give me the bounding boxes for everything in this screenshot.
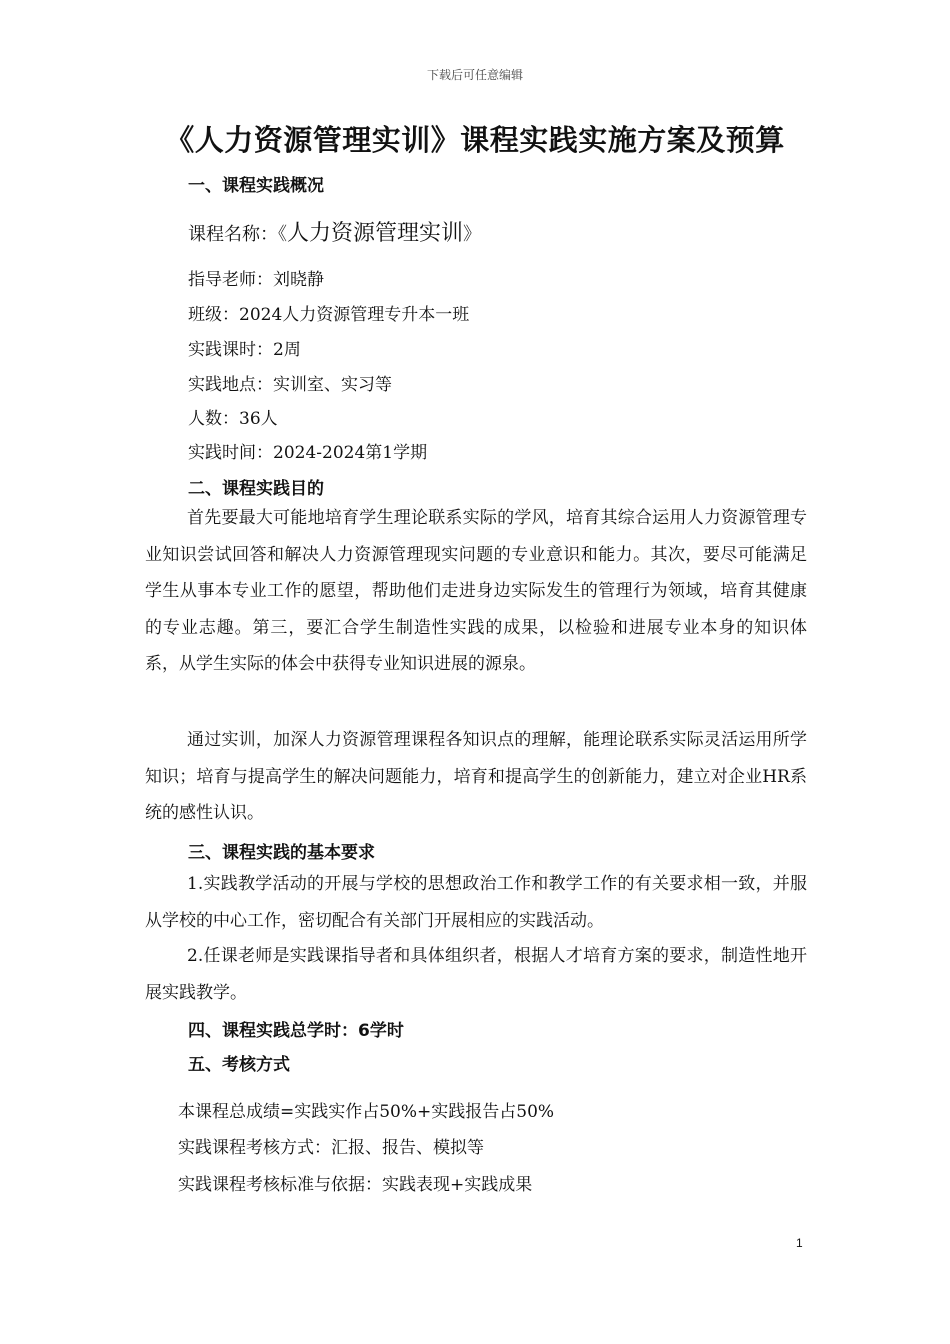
- count-line: 人数：36人: [188, 409, 278, 429]
- hours-line: 实践课时：2周: [188, 340, 301, 360]
- section-heading-requirements: 三、课程实践的基本要求: [188, 843, 375, 863]
- purpose-paragraph-1: 首先要最大可能地培育学生理论联系实际的学风，培育其综合运用人力资源管理专业知识尝试回答和解决人力资源管理现实问题的专业意识和能力。其次，要尽可能满足学生从事本专业工作的愿望，帮助他们走进身边实际发生的管理行为领域，培育其健康的专业志趣。第三，要汇合学生制造性实践的成果，以检验和进展专业本身的知识体系，从学生实际的体会中获得专业知识进展的源泉。: [145, 508, 807, 674]
- time-line: 实践时间：2024-2024第1学期: [188, 443, 428, 463]
- section-heading-purpose: 二、课程实践目的: [188, 479, 324, 499]
- course-name-value: 人力资源管理实训: [287, 221, 464, 246]
- place-line: 实践地点：实训室、实习等: [188, 375, 392, 395]
- course-name-label: 课程名称：《: [188, 224, 287, 245]
- requirement-item-2: 2.任课老师是实践课指导者和具体组织者，根据人才培育方案的要求，制造性地开展实践教学。: [145, 946, 807, 1003]
- course-name-close: 》: [463, 224, 482, 245]
- page-number: 1: [796, 1236, 803, 1250]
- section-heading-assessment: 五、考核方式: [188, 1055, 290, 1075]
- requirement-item-1: 1.实践教学活动的开展与学校的思想政治工作和教学工作的有关要求相一致，并服从学校的中心工作，密切配合有关部门开展相应的实践活动。: [145, 874, 807, 931]
- assessment-line-3: 实践课程考核标准与依据：实践表现+实践成果: [178, 1175, 533, 1195]
- section-heading-total-hours: 四、课程实践总学时：6学时: [188, 1021, 404, 1041]
- header-note: 下载后可任意编辑: [426, 68, 523, 82]
- assessment-line-1: 本课程总成绩=实践实作占50%+实践报告占50%: [178, 1102, 555, 1122]
- teacher-line: 指导老师：刘晓静: [188, 270, 324, 290]
- course-name-line: [188, 216, 481, 247]
- class-line: 班级：2024人力资源管理专升本一班: [188, 305, 470, 325]
- section-heading-overview: 一、课程实践概况: [188, 176, 324, 196]
- purpose-paragraph-2: 通过实训，加深人力资源管理课程各知识点的理解，能理论联系实际灵活运用所学知识；培育与提高学生的解决问题能力，培育和提高学生的创新能力，建立对企业HR系统的感性认识。: [145, 730, 807, 823]
- assessment-line-2: 实践课程考核方式：汇报、报告、模拟等: [178, 1138, 484, 1158]
- document-title: 《人力资源管理实训》课程实践实施方案及预算: [165, 123, 785, 157]
